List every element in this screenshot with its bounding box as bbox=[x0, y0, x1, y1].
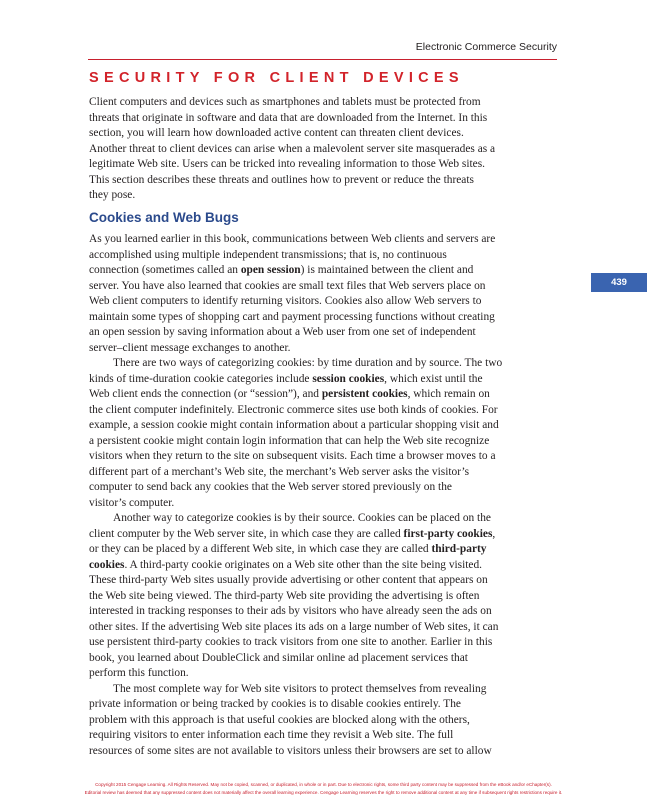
key-term-cookies: cookies bbox=[89, 558, 125, 571]
text-line bbox=[89, 558, 557, 574]
section-intro-paragraph bbox=[89, 95, 557, 204]
text-line: resources of some sites are not available to visitors unless their browsers are set to allow bbox=[89, 744, 492, 757]
text-line: computer to send back any cookies that the Web server stored previously on the bbox=[89, 481, 452, 493]
text-run: . A third-party cookie originates on a Web site other than the site being visited. bbox=[124, 558, 483, 571]
text-line: accomplished using multiple independent transmissions; that is, no continuous bbox=[89, 248, 447, 261]
text-run: Web client ends the connection (or “session”), and bbox=[89, 388, 322, 400]
text-line: Web client computers to identify returning visitors. Cookies also allow Web servers to bbox=[89, 295, 482, 307]
text-run: or they can be placed by a different Web site, in which case they are called bbox=[89, 543, 432, 555]
text-line: The most complete way for Web site visitors to protect themselves from revealing bbox=[113, 682, 487, 695]
text-line: These third-party Web sites usually provide advertising or other content that appears on bbox=[89, 574, 488, 586]
text-line bbox=[89, 542, 557, 558]
text-line: Another threat to client devices can arise when a malevolent server site masquerades as a bbox=[89, 142, 496, 155]
text-line: book, you learned about DoubleClick and similar online ad placement services that bbox=[89, 651, 468, 664]
text-line: server–client message exchanges to another. bbox=[89, 341, 291, 354]
subsection-heading: Cookies and Web Bugs bbox=[89, 210, 239, 225]
text-line bbox=[89, 387, 557, 403]
text-line: problem with this approach is that useful cookies are blocked along with the others, bbox=[89, 713, 470, 726]
text-line: visitor’s computer. bbox=[89, 496, 175, 509]
text-line: server. You have also learned that cookies are small text files that Web servers place on bbox=[89, 279, 486, 292]
key-term-persistent-cookies: persistent cookies bbox=[321, 388, 408, 400]
header-rule bbox=[88, 59, 557, 60]
text-line: There are two ways of categorizing cookies: by time duration and by source. The two bbox=[113, 357, 503, 369]
text-line: example, a session cookie might contain information about a particular shopping visit and bbox=[89, 419, 499, 431]
text-line: Client computers and devices such as smartphones and tablets must be protected from bbox=[89, 96, 481, 108]
text-line: As you learned earlier in this book, communications between Web clients and servers are bbox=[89, 233, 496, 245]
text-line: a persistent cookie might contain login information that can help the Web site recognize bbox=[89, 434, 490, 447]
text-run: , bbox=[492, 527, 496, 540]
text-line: other sites. If the advertising Web site places its ads on a large number of Web sites, it can bbox=[89, 620, 499, 633]
text-run: ) is maintained between the client and bbox=[300, 264, 474, 276]
text-run: kinds of time-duration cookie categories include bbox=[89, 372, 313, 385]
text-run: client computer by the Web server site, in which case they are called bbox=[89, 527, 404, 540]
text-line: the client computer indefinitely. Electronic commerce sites use both kinds of cookies. For bbox=[89, 403, 498, 416]
text-line: interested in tracking responses to their ads by visitors who have already seen the ads on bbox=[89, 605, 492, 617]
key-term-first-party-cookies: first-party cookies bbox=[403, 527, 493, 540]
text-line: Another way to categorize cookies is by their source. Cookies can be placed on the bbox=[113, 512, 491, 524]
copyright-line: Copyright 2015 Cengage Learning. All Rights Reserved. May not be copied, scanned, or duplicated, in whole or in part. Due to electronic rights, some third party content may be suppressed from the eBook and/or eChapter(s). bbox=[95, 782, 552, 787]
text-line: section, you will learn how downloaded active content can threaten client devices. bbox=[89, 127, 464, 139]
text-run: , which exist until the bbox=[384, 372, 483, 385]
text-line bbox=[89, 372, 557, 388]
key-term-third-party: third-party bbox=[431, 543, 487, 555]
text-line: legitimate Web site. Users can be tricked into revealing information to those Web sites. bbox=[89, 158, 485, 170]
text-line bbox=[89, 263, 557, 279]
text-line: different part of a merchant’s Web site, the merchant’s Web server asks the visitor’s bbox=[89, 465, 470, 478]
text-line: This section describes these threats and outlines how to prevent or reduce the threats bbox=[89, 173, 474, 186]
page-number-tab: 439 bbox=[591, 273, 647, 292]
text-run: connection (sometimes called an bbox=[89, 264, 241, 276]
subsection-body bbox=[89, 232, 557, 759]
running-head: Electronic Commerce Security bbox=[415, 41, 557, 53]
copyright-line: Editorial review has deemed that any suppressed content does not materially affect the overall learning experience. Cengage Learning reserves the right to remove additional content at any time if subsequent rights restrictions require it. bbox=[84, 790, 563, 795]
key-term-session-cookies: session cookies bbox=[312, 372, 385, 385]
text-line: requiring visitors to enter information each time they revisit a Web site. The full bbox=[89, 729, 454, 741]
text-line: maintain some types of shopping cart and payment processing functions without creating bbox=[89, 310, 495, 323]
text-line: the Web site being viewed. The third-party Web site providing the advertising is often bbox=[89, 589, 480, 602]
text-line bbox=[89, 527, 557, 543]
text-run: , which remain on bbox=[407, 388, 490, 400]
key-term-open-session: open session bbox=[240, 264, 301, 276]
text-line: visitors when they return to the site on subsequent visits. Each time a browser moves to a bbox=[89, 450, 496, 462]
section-title: SECURITY FOR CLIENT DEVICES bbox=[89, 70, 464, 86]
text-line: an open session by saving information about a Web user from one set of independent bbox=[89, 326, 476, 338]
text-line: they pose. bbox=[89, 189, 136, 201]
copyright-footer bbox=[0, 781, 647, 797]
text-line: private information or being tracked by cookies is to disable cookies entirely. The bbox=[89, 698, 461, 710]
text-line: use persistent third-party cookies to track visitors from one site to another. Earlier in this bbox=[89, 636, 493, 648]
text-line: perform this function. bbox=[89, 667, 189, 679]
text-line: threats that originate in software and data that are downloaded from the Internet. In this bbox=[89, 111, 488, 124]
